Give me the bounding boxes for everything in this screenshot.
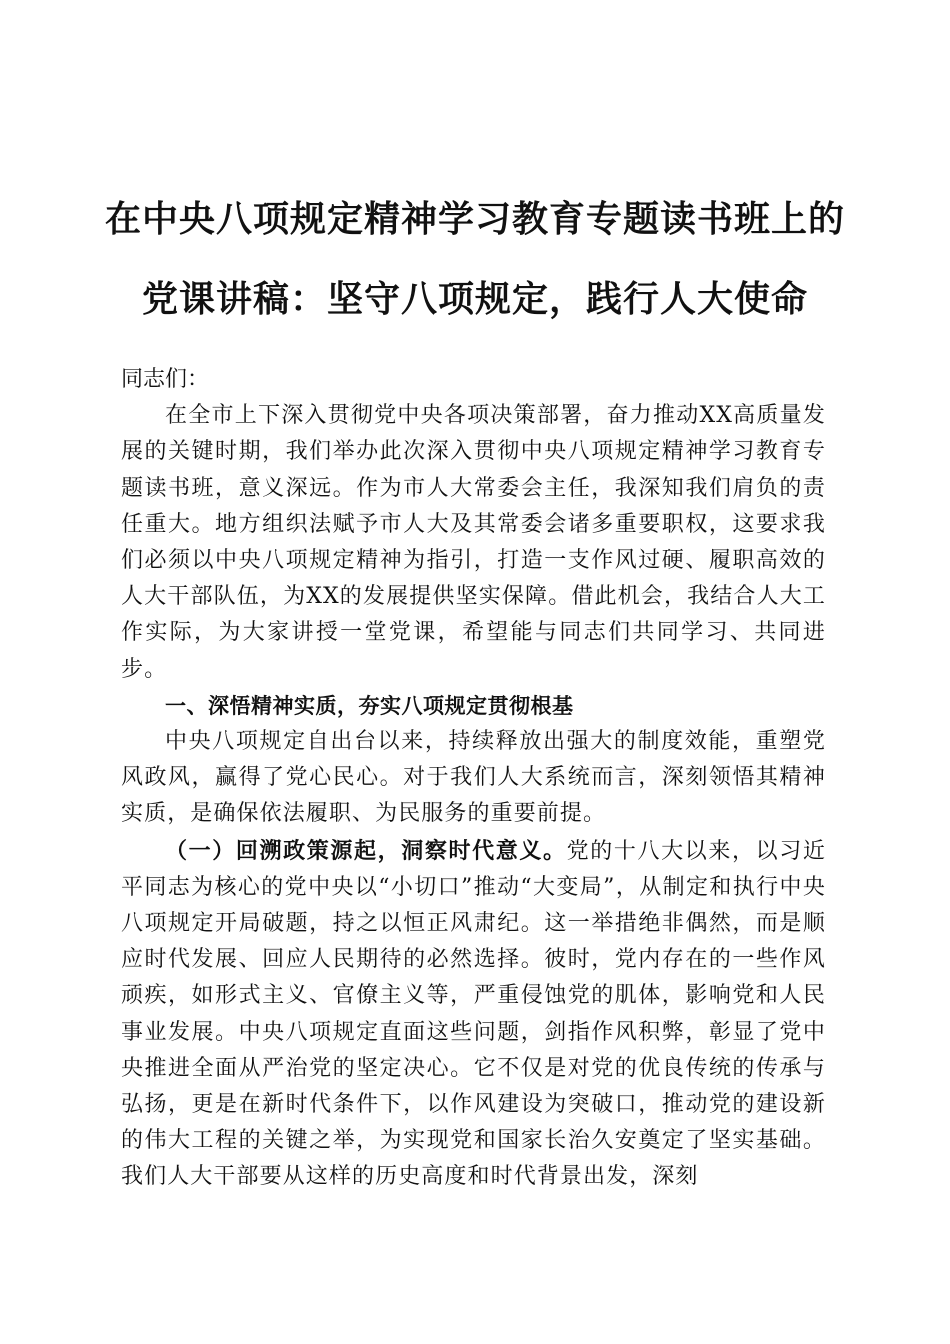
subsection-1-paragraph	[121, 833, 826, 1196]
subsection-1-text: 党的十八大以来，以习近平同志为核心的党中央以“小切口”推动“大变局”，从制定和执行中央八项规定开局破题，持之以恒正风肃纪。这一举措绝非偶然，而是顺应时代发展、回应人民期待的必然选择。彼时，党内存在的一些作风顽疾，如形式主义、官僚主义等，严重侵蚀党的肌体，影响党和人民事业发展。中央八项规定直面这些问题，剑指作风积弊，彰显了党中央推进全面从严治党的坚定决心。它不仅是对党的优良传统的传承与弘扬，更是在新时代条件下，以作风建设为突破口，推动党的建设新的伟大工程的关键之举，为实现党和国家长治久安奠定了坚实基础。我们人大干部要从这样的历史高度和时代背景出发，深刻	[121, 838, 826, 1190]
salutation: 同志们：	[121, 367, 210, 392]
title-line-1: 在中央八项规定精神学习教育专题读书班上的	[104, 199, 845, 240]
document-title	[100, 180, 850, 340]
section-1-heading: 一、深悟精神实质，夯实八项规定贯彻根基	[165, 693, 574, 718]
subsection-1-heading: （一）回溯政策源起，洞察时代意义。	[165, 837, 567, 864]
document-body	[121, 362, 826, 1196]
section-1-paragraph: 中央八项规定自出台以来，持续释放出强大的制度效能，重塑党风政风，赢得了党心民心。对于我们人大系统而言，深刻领悟其精神实质，是确保依法履职、为民服务的重要前提。	[121, 729, 826, 827]
title-line-2: 党课讲稿：坚守八项规定，践行人大使命	[141, 279, 808, 320]
intro-paragraph: 在全市上下深入贯彻党中央各项决策部署，奋力推动XX高质量发展的关键时期，我们举办此次深入贯彻中央八项规定精神学习教育专题读书班，意义深远。作为市人大常委会主任，我深知我们肩负的责任重大。地方组织法赋予市人大及其常委会诸多重要职权，这要求我们必须以中央八项规定精神为指引，打造一支作风过硬、履职高效的人大干部队伍，为XX的发展提供坚实保障。借此机会，我结合人大工作实际，为大家讲授一堂党课，希望能与同志们共同学习、共同进步。	[121, 403, 826, 682]
